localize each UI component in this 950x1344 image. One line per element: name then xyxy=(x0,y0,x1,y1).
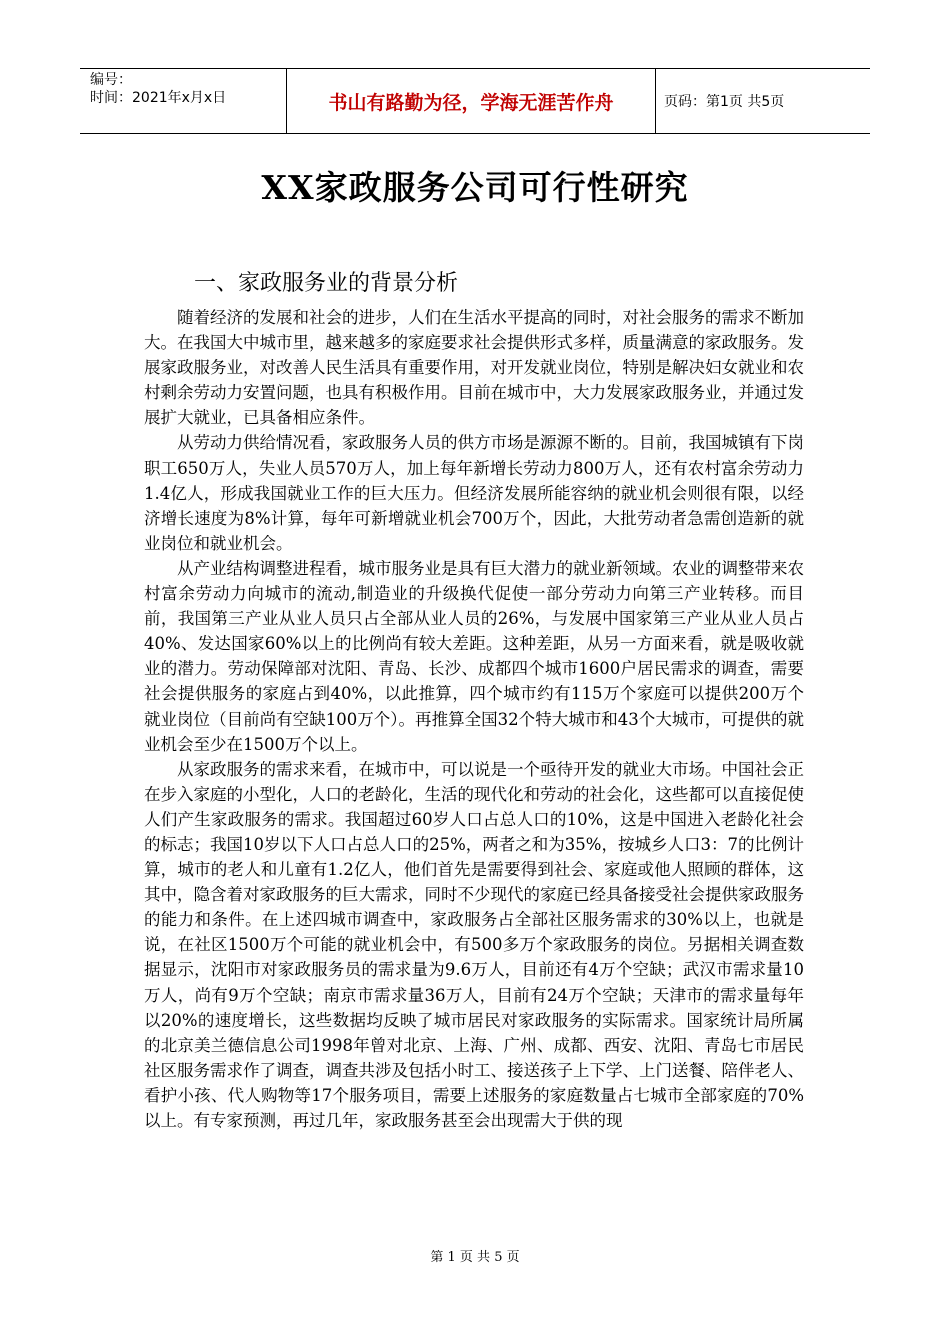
section-heading-1: 一、家政服务业的背景分析 xyxy=(194,271,459,296)
document-time-label: 时间：2021年x月x日 xyxy=(90,90,227,106)
paragraph-4: 从家政服务的需求来看，在城市中，可以说是一个亟待开发的就业大市场。中国社会正在步入家庭的小型化，人口的老龄化，生活的现代化和劳动的社会化，这些都可以直接促使人们产生家政服务的需求。我国超过60岁人口占总人口的10%，这是中国进入老龄化社会的标志；我国10岁以下人口占总人口的25%，两者之和为35%，按城乡人口3：7的比例计算，城市的老人和儿童有1.2亿人，他们首先是需要得到社会、家庭或他人照顾的群体，这其中，隐含着对家政服务的巨大需求，同时不少现代的家庭已经具备接受社会提供家政服务的能力和条件。在上述四城市调查中，家政服务占全部社区服务需求的30%以上，也就是说，在社区1500万个可能的就业机会中，有500多万个家政服务的岗位。另据相关调查数据显示，沈阳市对家政服务员的需求量为9.6万人，目前还有4万个空缺；武汉市需求量10万人，尚有9万个空缺；南京市需求量36万人，目前有24万个空缺；天津市的需求量每年以20%的速度增长，这些数据均反映了城市居民对家政服务的实际需求。国家统计局所属的北京美兰德信息公司1998年曾对北京、上海、广州、成都、西安、沈阳、青岛七市居民社区服务需求作了调查，调查共涉及包括小时工、接送孩子上下学、上门送餐、陪伴老人、看护小孩、代人购物等17个服务项目，需要上述服务的家庭数量占七城市全部家庭的70%以上。有专家预测，再过几年，家政服务甚至会出现需大于供的现 xyxy=(144,759,804,1130)
header-page-label: 页码：第1页 共5页 xyxy=(664,94,785,110)
header-motto: 书山有路勤为径，学海无涯苦作舟 xyxy=(286,69,656,133)
paragraph-1: 随着经济的发展和社会的进步，人们在生活水平提高的同时，对社会服务的需求不断加大。在我国大中城市里，越来越多的家庭要求社会提供形式多样，质量满意的家政服务。发展家政服务业，对改善人民生活具有重要作用，对开发就业岗位，特别是解决妇女就业和农村剩余劳动力安置问题，也具有积极作用。目前在城市中，大力发展家政服务业，并通过发展扩大就业，已具备相应条件。 xyxy=(144,308,804,428)
page-footer: 第 1 页 共 5 页 xyxy=(430,1250,520,1265)
document-title: XX家政服务公司可行性研究 xyxy=(261,168,689,207)
paragraph-2: 从劳动力供给情况看，家政服务人员的供方市场是源源不断的。目前，我国城镇有下岗职工650万人，失业人员570万人，加上每年新增长劳动力800万人，还有农村富余劳动力1.4亿人，形成我国就业工作的巨大压力。但经济发展所能容纳的就业机会则很有限，以经济增长速度为8%计算，每年可新增就业机会700万个，因此，大批劳动者急需创造新的就业岗位和就业机会。 xyxy=(144,433,804,553)
page-header xyxy=(80,68,870,134)
document-number-label: 编号： xyxy=(90,72,132,88)
header-meta xyxy=(90,71,226,107)
section-body xyxy=(144,305,804,1133)
paragraph-3: 从产业结构调整进程看，城市服务业是具有巨大潜力的就业新领域。农业的调整带来农村富余劳动力向城市的流动,制造业的升级换代促使一部分劳动力向第三产业转移。而目前，我国第三产业从业人员只占全部从业人员的26%，与发展中国家第三产业从业人员占40%、发达国家60%以上的比例尚有较大差距。这种差距，从另一方面来看，就是吸收就业的潜力。劳动保障部对沈阳、青岛、长沙、成都四个城市1600户居民需求的调查，需要社会提供服务的家庭占到40%，以此推算，四个城市约有115万个家庭可以提供200万个就业岗位（目前尚有空缺100万个）。再推算全国32个特大城市和43个大城市，可提供的就业机会至少在1500万个以上。 xyxy=(144,558,804,754)
